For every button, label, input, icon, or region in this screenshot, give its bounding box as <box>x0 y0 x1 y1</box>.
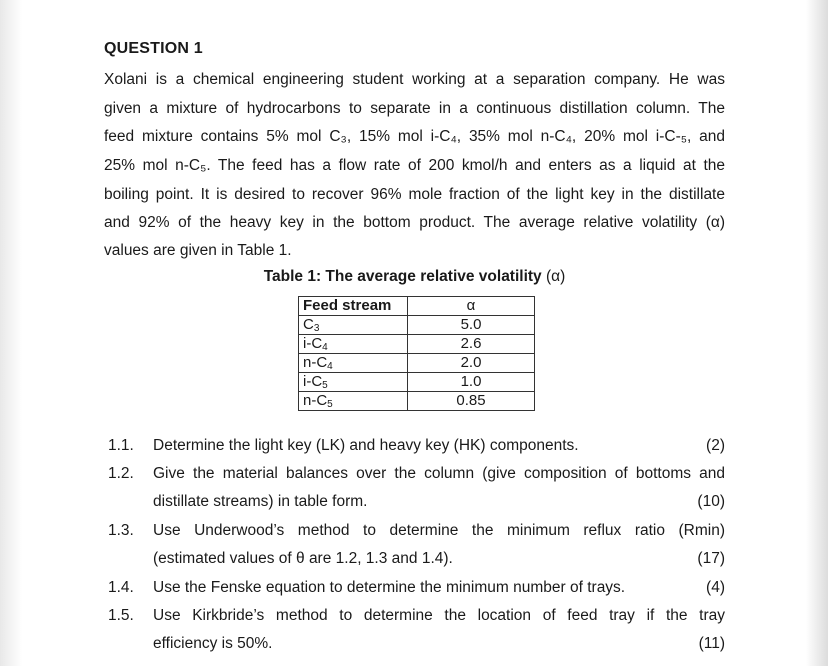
alpha-cell: 5.0 <box>408 316 535 335</box>
header-feed-stream: Feed stream <box>299 297 408 316</box>
table-row <box>299 335 535 354</box>
paragraph-line: Xolani is a chemical engineering student working at a separation company. He was <box>104 71 725 88</box>
component-cell <box>299 316 408 335</box>
component-cell <box>299 354 408 373</box>
sub-question-marks: (2) <box>706 437 725 454</box>
sub-question-number: 1.3. <box>108 522 134 539</box>
question-heading: QUESTION 1 <box>104 40 203 57</box>
paragraph-line: values are given in Table 1. <box>104 242 292 259</box>
sub-question-text: (estimated values of θ are 1.2, 1.3 and 1.4). <box>153 550 453 567</box>
alpha-cell: 1.0 <box>408 373 535 392</box>
component-name: i-C <box>303 335 323 352</box>
sub-question-number: 1.1. <box>108 437 134 454</box>
table-caption <box>104 268 725 286</box>
sub-question-text: Determine the light key (LK) and heavy key (HK) components. <box>153 437 579 454</box>
table-caption-title: Table 1: The average relative volatility <box>263 268 542 285</box>
component-subscript: 5 <box>322 380 328 391</box>
sub-question-text: efficiency is 50%. <box>153 635 273 652</box>
component-name: C <box>303 316 314 333</box>
page-shadow-left <box>0 0 22 666</box>
sub-question-marks: (11) <box>698 635 725 652</box>
component-cell <box>299 373 408 392</box>
component-name: i-C <box>303 373 323 390</box>
sub-question-text: Use the Fenske equation to determine the minimum number of trays. <box>153 579 626 596</box>
paragraph-line: feed mixture contains 5% mol C₃, 15% mol i-C₄, 35% mol n-C₄, 20% mol i-C-₅, and <box>104 128 725 145</box>
paragraph-line: 25% mol n-C₅. The feed has a flow rate of 200 kmol/h and enters as a liquid at the <box>104 157 725 174</box>
sub-question-number: 1.5. <box>108 607 134 624</box>
table-header-row <box>299 297 535 316</box>
component-subscript: 4 <box>322 342 328 353</box>
sub-question-marks: (17) <box>697 550 725 567</box>
component-subscript: 3 <box>313 323 320 334</box>
component-subscript: 4 <box>327 361 333 372</box>
paragraph-line: and 92% of the heavy key in the bottom product. The average relative volatility (α) <box>104 214 725 231</box>
paragraph-line: boiling point. It is desired to recover 96% mole fraction of the light key in the distillate <box>104 186 725 203</box>
alpha-cell: 0.85 <box>408 392 535 411</box>
component-subscript: 5 <box>327 399 333 410</box>
alpha-cell: 2.6 <box>408 335 535 354</box>
page-shadow-right <box>806 0 828 666</box>
table-row <box>299 316 535 335</box>
header-alpha: α <box>408 297 535 316</box>
component-name: n-C <box>303 354 328 371</box>
sub-question-text: Give the material balances over the column (give composition of bottoms and <box>153 465 725 482</box>
component-cell <box>299 335 408 354</box>
table-row <box>299 373 535 392</box>
document-page <box>104 0 730 666</box>
sub-question-marks: (4) <box>706 579 725 596</box>
sub-question-number: 1.2. <box>108 465 134 482</box>
table-caption-symbol: (α) <box>541 268 566 285</box>
volatility-table <box>298 296 535 411</box>
table-row <box>299 354 535 373</box>
alpha-cell: 2.0 <box>408 354 535 373</box>
sub-question-marks: (10) <box>697 493 725 510</box>
paragraph-line: given a mixture of hydrocarbons to separate in a continuous distillation column. The <box>104 100 725 117</box>
sub-question-text: Use Underwood’s method to determine the minimum reflux ratio (Rmin) <box>153 522 725 539</box>
sub-question-number: 1.4. <box>108 579 134 596</box>
sub-question-text: Use Kirkbride’s method to determine the location of feed tray if the tray <box>153 607 725 624</box>
component-cell <box>299 392 408 411</box>
sub-question-text: distillate streams) in table form. <box>153 493 368 510</box>
table-row <box>299 392 535 411</box>
component-name: n-C <box>303 392 328 409</box>
